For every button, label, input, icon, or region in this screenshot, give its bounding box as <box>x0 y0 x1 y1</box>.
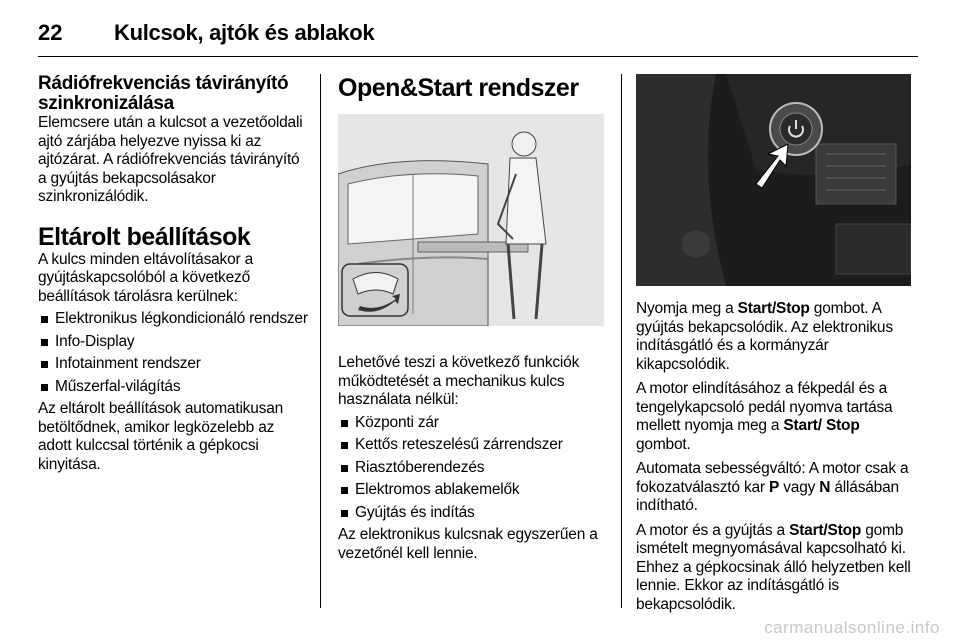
page-number: 22 <box>38 20 63 45</box>
stored-settings-intro: A kulcs minden eltávolításakor a gyújtáskapcsolóból a következő beállítások tárolásra kerülnek: <box>38 250 254 305</box>
page-header <box>38 16 918 57</box>
list-item: Riasztóberendezés <box>338 459 604 478</box>
open-start-list <box>338 414 604 523</box>
list-item: Elektromos ablakemelők <box>338 481 604 500</box>
dashboard-button-illustration <box>636 74 911 286</box>
list-item: Kettős reteszelésű zárrendszer <box>338 436 604 455</box>
list-item: Elektronikus légkondicionáló rendszer <box>38 310 310 329</box>
stored-settings-outro: Az eltárolt beállítások automatikusan betöltődnek, amikor legközelebb az adott kulccsal történik a gépkocsi kinyitása. <box>38 400 284 473</box>
chapter-title: Kulcsok, ajtók és ablakok <box>114 20 375 45</box>
list-item: Gyújtás és indítás <box>338 504 604 523</box>
section-title-stored-settings: Eltárolt beállítások <box>38 222 251 251</box>
start-stop-paragraph-3: Automata sebességváltó: A motor csak a fokozatválasztó kar P vagy N állásában indítható. <box>636 460 909 514</box>
open-start-outro: Az elektronikus kulcsnak egyszerűen a vezetőnél kell lennie. <box>338 526 598 562</box>
section-title-open-start: Open&Start rendszer <box>338 74 579 102</box>
start-stop-paragraph-2: A motor elindításához a fékpedál és a tengelykapcsoló pedál nyomva tartása mellett nyomja meg a Start/ Stop gombot. <box>636 380 893 453</box>
open-start-illustration <box>338 114 604 326</box>
list-item: Műszerfal-világítás <box>38 378 310 397</box>
list-item: Infotainment rendszer <box>38 355 310 374</box>
watermark: carmanualsonline.info <box>764 618 940 637</box>
section-title-sync: Rádiófrekvenciás távirányító szinkronizálása <box>38 73 289 114</box>
column-divider <box>320 74 321 608</box>
start-stop-paragraph-4: A motor és a gyújtás a Start/Stop gomb ismételt megnyomásával kapcsolható ki. Ehhez a gépkocsinak álló helyzetben kell lennie. Ekkor az indításgátló is bekapcsolódik. <box>636 521 911 613</box>
column-middle <box>338 74 604 563</box>
car-door-person-illustration <box>338 114 604 326</box>
list-item: Központi zár <box>338 414 604 433</box>
column-left <box>38 74 310 474</box>
list-item: Info-Display <box>38 333 310 352</box>
stored-settings-list <box>38 310 310 396</box>
open-start-intro: Lehetővé teszi a következő funkciók működtetését a mechanikus kulcs használata nélkül: <box>338 354 580 408</box>
start-stop-illustration <box>636 74 911 286</box>
column-right <box>636 74 911 614</box>
column-divider <box>621 74 622 608</box>
sync-paragraph: Elemcsere után a kulcsot a vezetőoldali ajtó zárjába helyezve nyissa ki az ajtózárat. A rádiófrekvenciás távirányító a gyújtás bekapcsolásakor szinkronizálódik. <box>38 114 303 205</box>
start-stop-paragraph-1: Nyomja meg a Start/Stop gombot. A gyújtás bekapcsolódik. Az elektronikus indításgátló és a kormányzár kikapcsolódik. <box>636 300 893 373</box>
